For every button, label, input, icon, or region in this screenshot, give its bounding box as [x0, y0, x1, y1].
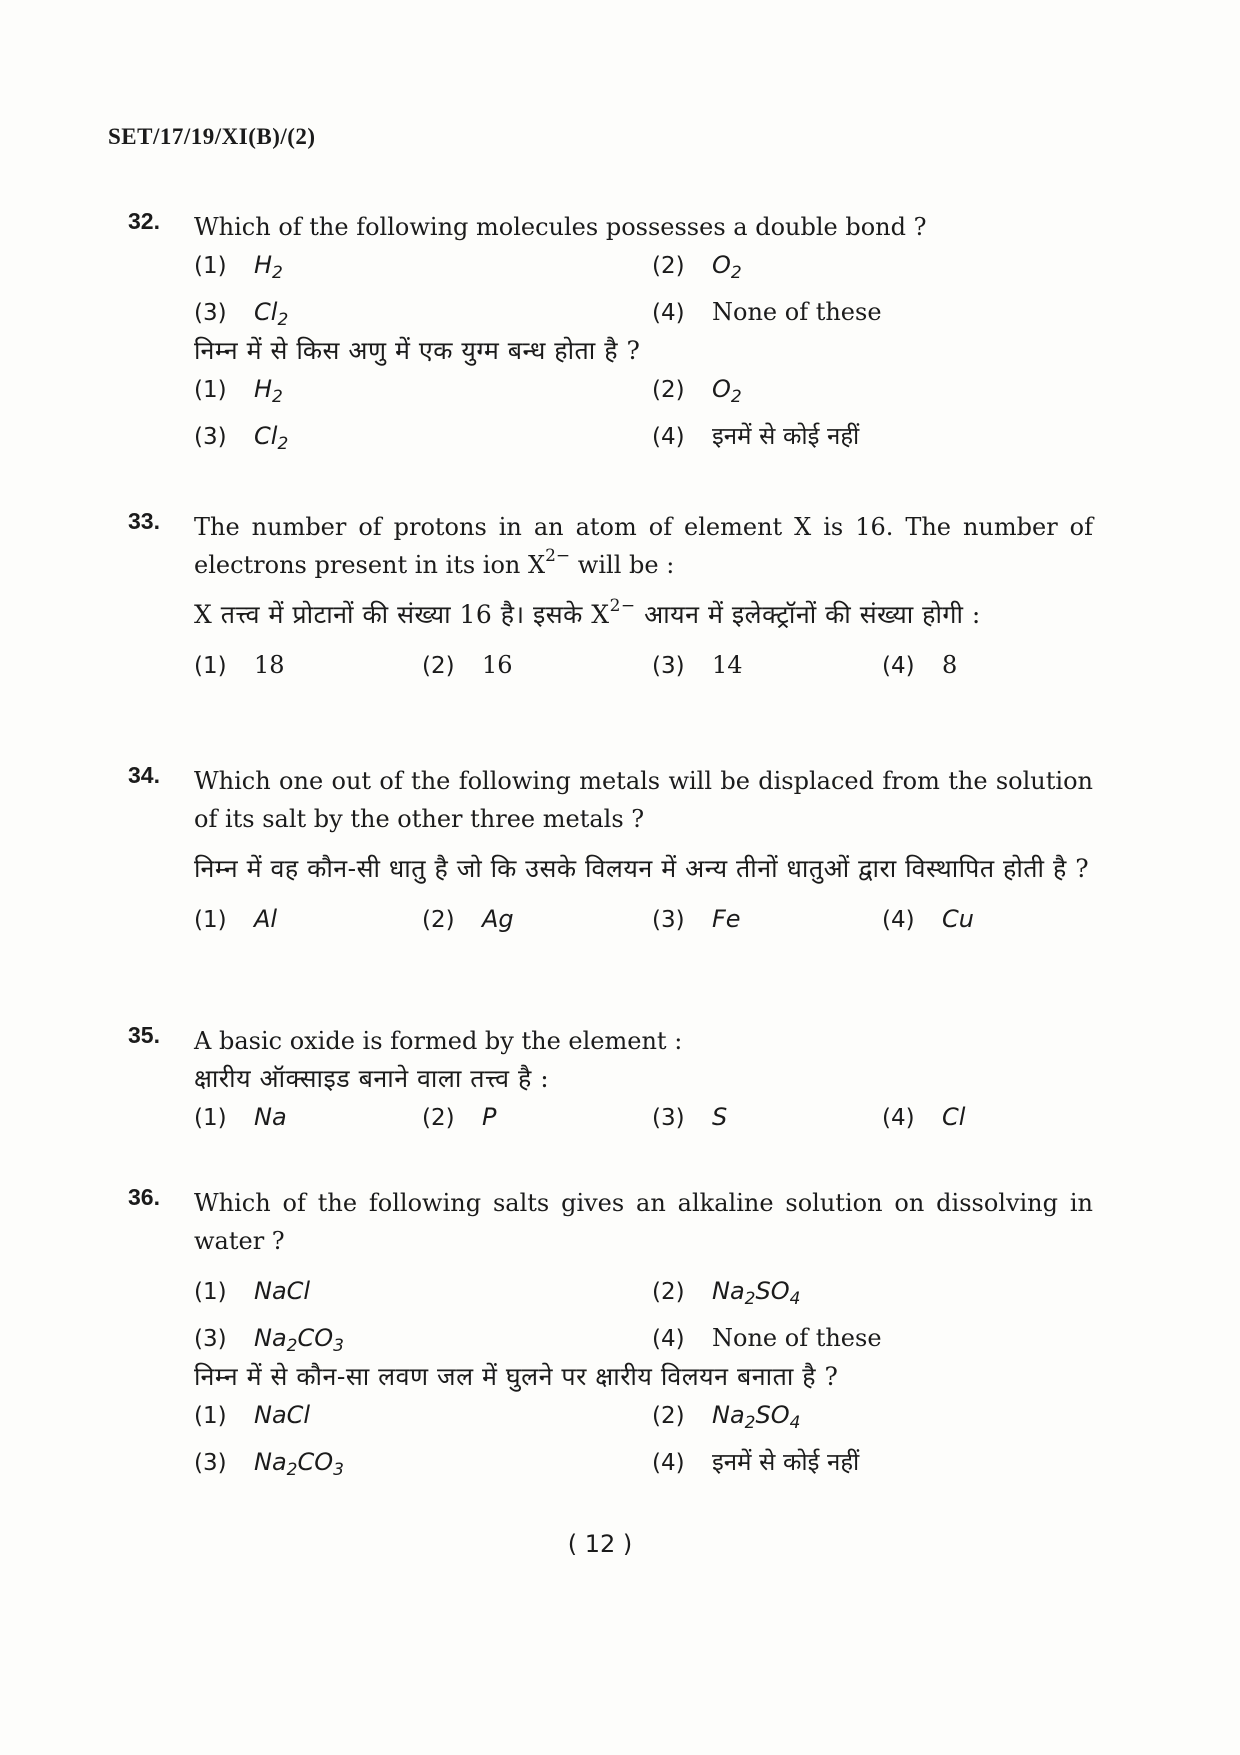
option-4: (4) Cu — [882, 905, 974, 933]
option-1: (1) $H_2$ — [194, 251, 283, 283]
question-32 — [128, 208, 1093, 456]
question-text-en: Which one out of the following metals will be displaced from the solution of its salt by the other three metals ? — [194, 767, 1093, 833]
question-text-hi: क्षारीय ऑक्साइड बनाने वाला तत्त्व है : — [194, 1064, 550, 1093]
question-number: 35. — [128, 1022, 160, 1048]
question-text-hi: निम्न में से कौन-सा लवण जल में घुलने पर क्षारीय विलयन बनाता है ? — [194, 1362, 839, 1391]
option-3: (3) $Cl_2$ — [194, 298, 289, 330]
option-4: (4) Cl — [882, 1103, 966, 1131]
option-2: (2) 16 — [422, 651, 513, 679]
option-2: (2) Ag — [422, 905, 514, 933]
options-en — [194, 1272, 1093, 1358]
question-36 — [128, 1184, 1093, 1482]
options — [194, 1098, 1093, 1137]
options-en — [194, 246, 1093, 332]
option-4: (4) None of these — [652, 1324, 882, 1352]
question-number: 34. — [128, 762, 160, 788]
question-text-en: The number of protons in an atom of element X is 16. The number of electrons present in its ion $X^{2-}$ will be : — [194, 513, 1093, 579]
option-3: (3) S — [652, 1103, 728, 1131]
question-text-en: Which of the following salts gives an alkaline solution on dissolving in water ? — [194, 1189, 1093, 1255]
question-text-en: Which of the following molecules possesses a double bond ? — [194, 213, 927, 241]
option-1: (1) Na — [194, 1103, 287, 1131]
option-2: (2) $O_2$ — [652, 375, 742, 407]
question-number: 33. — [128, 508, 160, 534]
question-35 — [128, 1022, 1093, 1137]
options-hi — [194, 370, 1093, 456]
option-4: (4) 8 — [882, 651, 958, 679]
options — [194, 646, 1093, 685]
option-3: (3) $Cl_2$ — [194, 422, 289, 454]
option-4: (4) इनमें से कोई नहीं — [652, 1448, 860, 1476]
option-1: (1) Al — [194, 905, 278, 933]
option-3: (3) $Na_2CO_3$ — [194, 1448, 344, 1480]
option-2: (2) $Na_2SO_4$ — [652, 1277, 801, 1309]
option-2: (2) $Na_2SO_4$ — [652, 1401, 801, 1433]
option-1: (1) 18 — [194, 651, 285, 679]
options-hi — [194, 1396, 1093, 1482]
paper-code: SET/17/19/XI(B)/(2) — [108, 124, 316, 149]
question-text-hi: X तत्त्व में प्रोटानों की संख्या 16 है। इसके $X^{2-}$ आयन में इलेक्ट्रॉनों की संख्या होगी : — [194, 596, 981, 629]
option-3: (3) $Na_2CO_3$ — [194, 1324, 344, 1356]
question-number: 36. — [128, 1184, 160, 1210]
question-34 — [128, 762, 1093, 939]
question-text-en: A basic oxide is formed by the element : — [194, 1027, 683, 1055]
option-2: (2) $O_2$ — [652, 251, 742, 283]
option-4: (4) इनमें से कोई नहीं — [652, 422, 860, 450]
question-33 — [128, 508, 1093, 685]
option-3: (3) Fe — [652, 905, 741, 933]
question-text-hi: निम्न में वह कौन-सी धातु है जो कि उसके विलयन में अन्य तीनों धातुओं द्वारा विस्थापित होती है ? — [194, 854, 1090, 883]
option-1: (1) $H_2$ — [194, 375, 283, 407]
option-1: (1) NaCl — [194, 1277, 311, 1305]
page-number: ( 12 ) — [567, 1530, 633, 1558]
question-text-hi: निम्न में से किस अणु में एक युग्म बन्ध होता है ? — [194, 336, 641, 365]
option-1: (1) NaCl — [194, 1401, 311, 1429]
option-4: (4) None of these — [652, 298, 882, 326]
question-number: 32. — [128, 208, 160, 234]
options — [194, 900, 1093, 939]
option-3: (3) 14 — [652, 651, 743, 679]
option-2: (2) P — [422, 1103, 497, 1131]
